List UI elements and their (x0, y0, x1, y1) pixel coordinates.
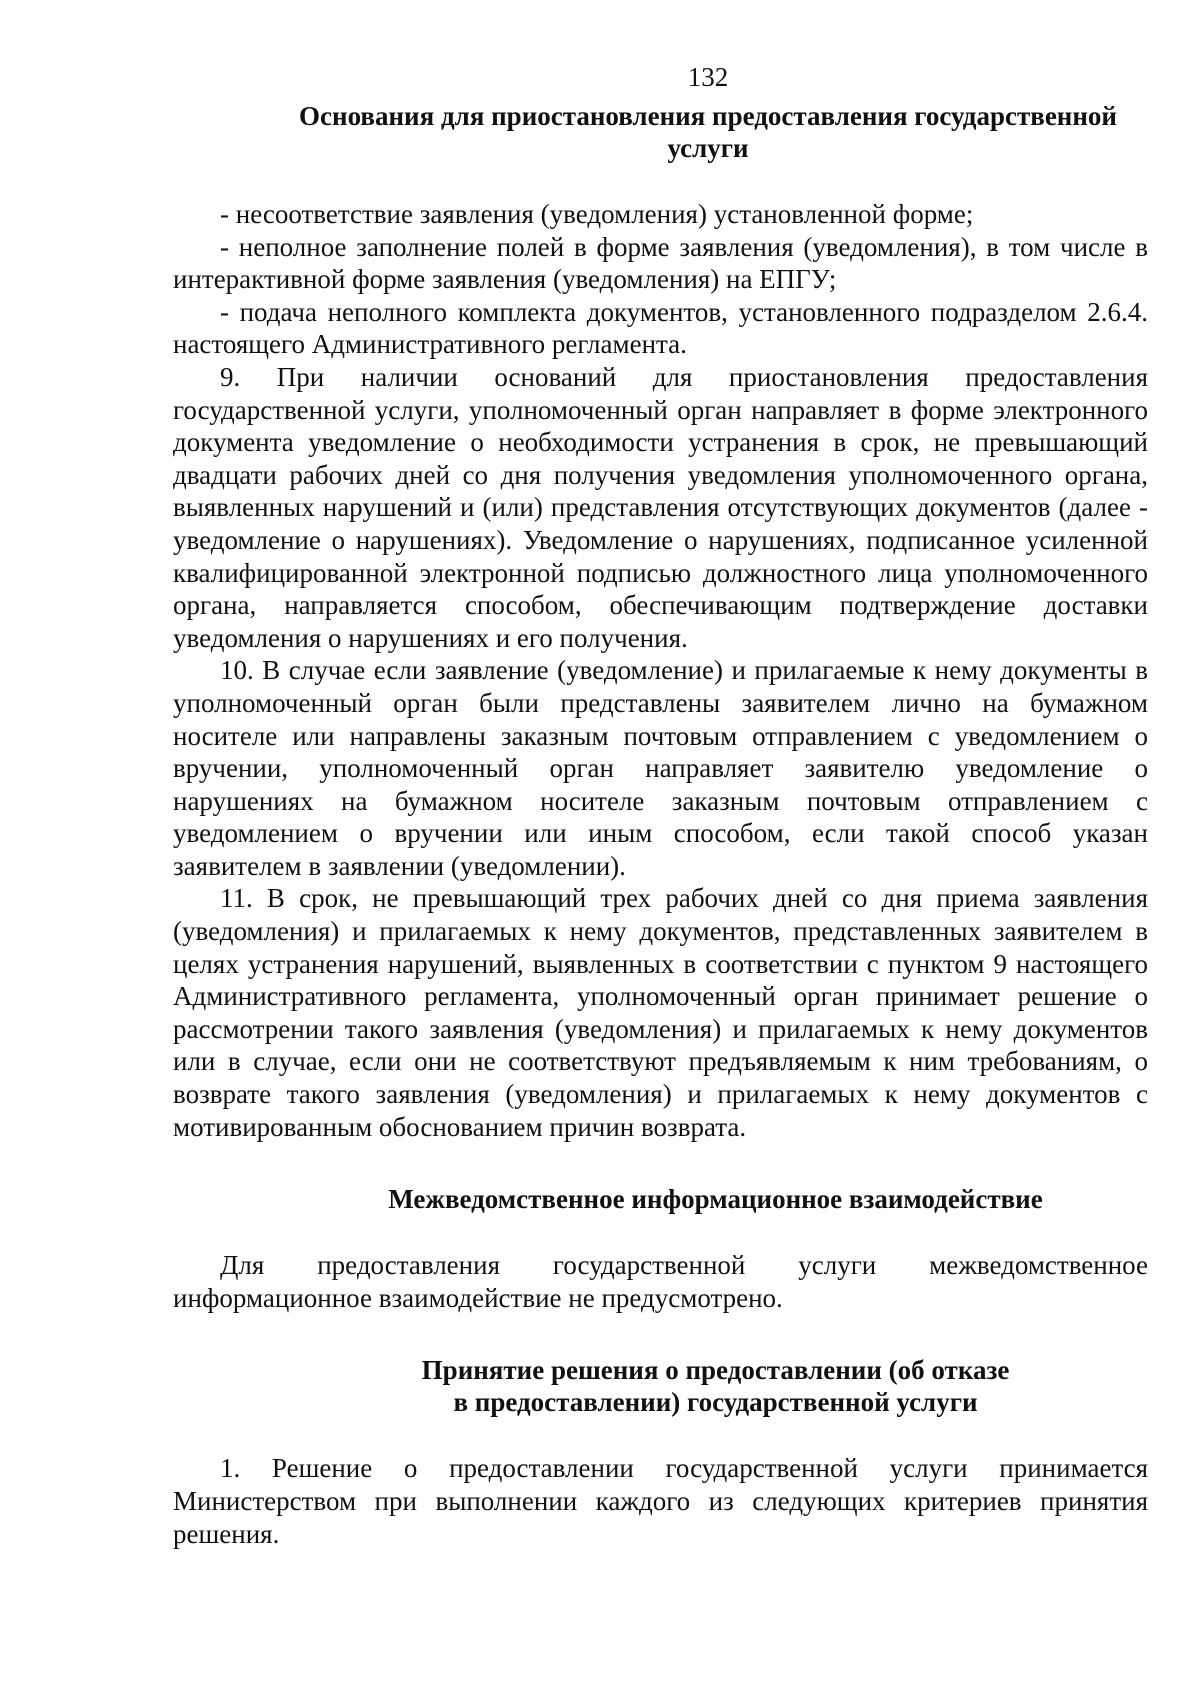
paragraph: Для предоставления государственной услуги межведомственное информационное взаимодействие не предусмотрено. (173, 1250, 1148, 1313)
paragraph: - подача неполного комплекта документов, установленного подразделом 2.6.4. настоящего Административного регламента. (173, 296, 1148, 360)
section-decision-making (173, 1354, 1148, 1550)
section-heading-line: Основания для приостановления предоставления государственной (299, 101, 1117, 131)
page-number: 132 (687, 62, 729, 92)
section-suspension-grounds (173, 100, 1148, 1143)
paragraph: - несоответствие заявления (уведомления) установленной форме; (220, 199, 974, 229)
section-heading-line: в предоставлении) государственной услуги (453, 1387, 978, 1418)
paragraph: - неполное заполнение полей в форме заявления (уведомления), в том числе в интерактивной форме заявления (уведомления) на ЕПГУ; (173, 231, 1148, 295)
paragraph: 10. В случае если заявление (уведомление) и прилагаемые к нему документы в уполномоченный орган были представлены заявителем лично на бумажном носителе или направлены заказным почтовым отправлением с уведомлением о вручении, уполномоченный орган направляет заявителю уведомление о нарушениях на бумажном носителе заказным почтовым отправлением с уведомлением о вручении или иным способом, если такой способ указан заявителем в заявлении (уведомлении). (173, 655, 1148, 881)
section-heading (173, 1183, 1148, 1215)
paragraph: 9. При наличии оснований для приостановления предоставления государственной услуги, уполномоченный орган направляет в форме электронного документа уведомление о необходимости устранения в срок, не превышающий двадцати рабочих дней со дня получения уведомления уполномоченного органа, выявленных нарушений и (или) представления отсутствующих документов (далее - уведомление о нарушениях). Уведомление о нарушениях, подписанное усиленной квалифицированной электронной подписью должностного лица уполномоченного органа, направляется способом, обеспечивающим подтверждение доставки уведомления о нарушениях и его получения. (173, 361, 1148, 653)
paragraph: 11. В срок, не превышающий трех рабочих дней со дня приема заявления (уведомления) и прилагаемых к нему документов, представленных заявителем в целях устранения нарушений, выявленных в соответствии с пунктом 9 настоящего Административного регламента, уполномоченный орган принимает решение о рассмотрении такого заявления (уведомления) и прилагаемых к нему документов или в случае, если они не соответствуют предъявляемым к ним требованиям, о возврате такого заявления (уведомления) и прилагаемых к нему документов с мотивированным обоснованием причин возврата. (173, 883, 1148, 1142)
section-heading-line: услуги (667, 133, 749, 163)
section-heading-line: Межведомственное информационное взаимодействие (388, 1184, 1043, 1215)
paragraph: 1. Решение о предоставлении государственной услуги принимается Министерством при выполнении каждого из следующих критериев принятия решения. (173, 1453, 1148, 1549)
section-heading-line: Принятие решения о предоставлении (об отказе (421, 1355, 1010, 1386)
section-heading (173, 1354, 1148, 1418)
section-interagency-interaction (173, 1183, 1148, 1314)
document-page (173, 60, 1148, 1550)
section-heading (173, 100, 1148, 164)
